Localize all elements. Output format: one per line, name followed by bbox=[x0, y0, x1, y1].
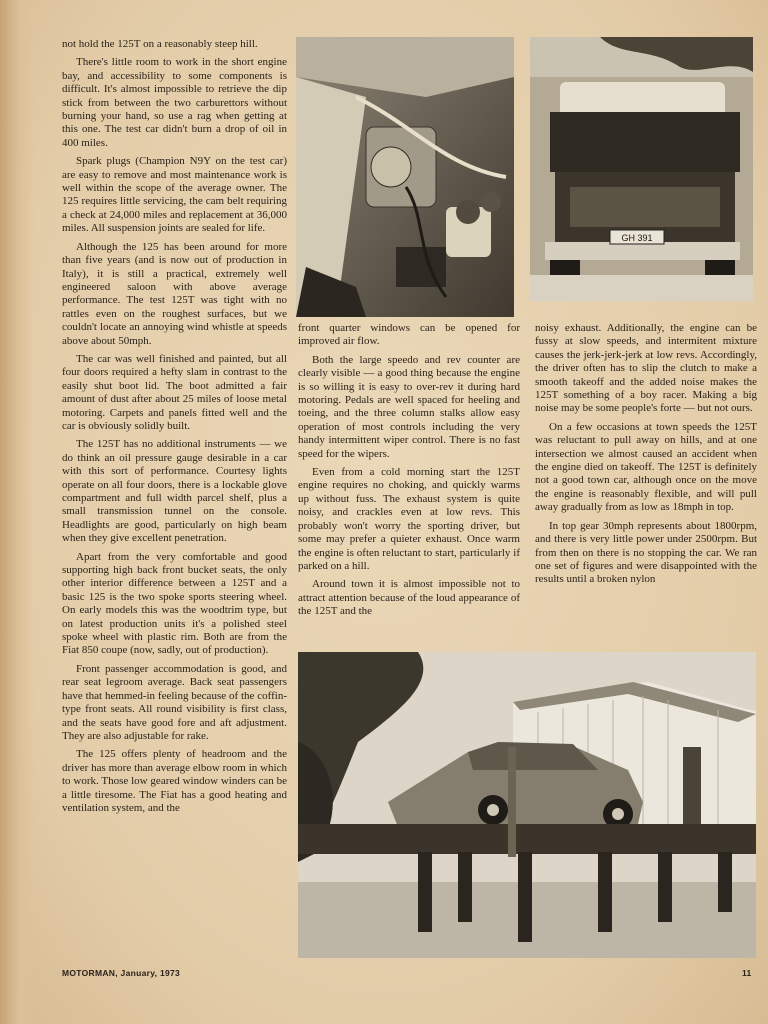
paragraph: Around town it is almost impossible not to attract attention because of the loud appearance of the 125T and the bbox=[298, 578, 520, 618]
car-rear-illustration bbox=[530, 37, 753, 301]
engine-bay-photo bbox=[296, 37, 514, 317]
page-edge-shadow bbox=[0, 0, 34, 1024]
paragraph: The car was well finished and painted, but all four doors required a hefty slam in contrast to the easily shut boot lid. The boot admitted a fair amount of dust after about 25 miles of loose metal motoring. Carpets and panels fitted well and the car is obviously solidly built. bbox=[62, 352, 287, 432]
engine-bay-illustration bbox=[296, 37, 514, 317]
car-rear-photo bbox=[530, 37, 753, 301]
paragraph: Spark plugs (Champion N9Y on the test car) are easy to remove and most maintenance work is well within the scope of the average owner. The 125 requires little servicing, the cam belt requiring a check at 24,000 miles and replacement at 36,000 miles. All suspension joints are sealed for life. bbox=[62, 155, 287, 235]
paragraph: The 125T has no additional instruments — we do think an oil pressure gauge desirable in a car with this sort of performance. Courtesy lights operate on all four doors, there is a lockable glove compartment and full width parcel shelf, plus a small transmission tunnel on the console. Headlights are good, particularly on high beam when they give excellent penetration. bbox=[62, 438, 287, 545]
paragraph: On a few occasions at town speeds the 125T was reluctant to pull away on hills, and at one intersection we almost caused an accident when the engine died on takeoff. The 125T is definitely not a good town car, although once on the move the engine is reasonably flexible, and will pull away gradually from as low as 18mph in top. bbox=[535, 420, 757, 514]
page-number: 11 bbox=[742, 968, 752, 978]
text-column-1 bbox=[62, 38, 287, 960]
paragraph: not hold the 125T on a reasonably steep hill. bbox=[62, 38, 258, 50]
paragraph: Even from a cold morning start the 125T engine requires no choking, and quickly warms up without fuss. The exhaust system is quite noisy, and crackles even at low revs. This probably won't worry the sporting driver, but some may prefer a quieter exhaust. Once warm the engine is often reluctant to start, particularly if parked on a hill. bbox=[298, 466, 520, 572]
licence-plate-text: GH 391 bbox=[621, 233, 653, 243]
car-on-jetty-photo bbox=[298, 652, 756, 958]
paragraph: noisy exhaust. Additionally, the engine can be fussy at slow speeds, and intermitent mixture causes the jerk-jerk-jerk at low revs. Accordingly, the driver often has to slip the clutch to make a smooth takeoff and the added noise makes the 125T something of a boy racer. Making a big noise may be some people's forte — but not ours. bbox=[535, 322, 757, 415]
paragraph: The 125 offers plenty of headroom and the driver has more than average elbow room in which to work. Those low geared window winders can be a little tiresome. The Fiat has a good heating and ventilation system, and the bbox=[62, 748, 287, 814]
paragraph: front quarter windows can be opened for improved air flow. bbox=[298, 322, 520, 348]
paragraph: Apart from the very comfortable and good supporting high back front bucket seats, the only other interior difference between a 125T and a basic 125 is the two spoke sports steering wheel. On early models this was the woodtrim type, but on latest production units it's a polished steel spoke wheel with plastic rim. Both are from the Fiat 850 coupe (now, sadly, out of production). bbox=[62, 550, 287, 657]
paragraph: Although the 125 has been around for more than five years (and is now out of production in Italy), it is still a practical, extremely well engineered saloon with above average performance. The test 125T was tight with no rattles even on the roughest surfaces, but we couldn't locate an annoying wind whistle at speeds above about 50mph. bbox=[62, 240, 287, 347]
text-column-3 bbox=[535, 322, 757, 646]
paragraph: Front passenger accommodation is good, and rear seat legroom average. Back seat passengers have that hemmed-in feeling because of the coffin-type front seats. All round visibility is first class, and the seats have good fore and aft adjustment. They are also adjustable for rake. bbox=[62, 662, 287, 742]
paragraph: In top gear 30mph represents about 1800rpm, and there is very little power under 2500rpm. But from then on there is no stopping the car. We ran one set of figures and were disappointed with the results until a broken nylon bbox=[535, 519, 757, 586]
car-on-jetty-illustration bbox=[298, 652, 756, 958]
text-column-2 bbox=[298, 322, 520, 646]
paragraph: Both the large speedo and rev counter are clearly visible — a good thing because the engine is so willing it is easy to over-rev it during hard motoring. Pedals are well spaced for heeling and toeing, and the three column stalks allow easy operation of most controls including the very handy intermittent wiper control. There is no fast speed for the wipers. bbox=[298, 353, 520, 460]
footer-publication: MOTORMAN, January, 1973 bbox=[62, 968, 181, 978]
paragraph: There's little room to work in the short engine bay, and accessibility to some components is difficult. It's almost impossible to retrieve the dip stick from between the two carburettors without burning your hand, so use a rag when getting at this one. The test car didn't burn a drop of oil in 400 miles. bbox=[62, 56, 287, 149]
